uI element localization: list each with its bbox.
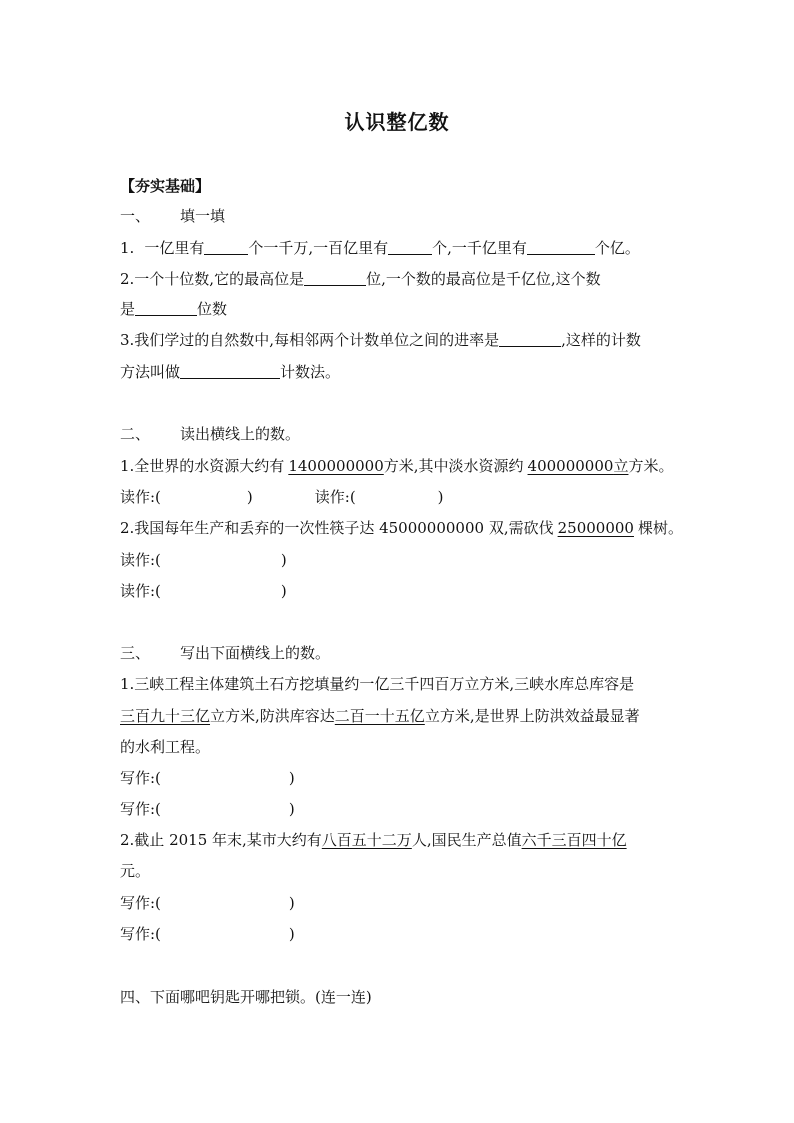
s3-question-1-end: 的水利工程。: [120, 738, 211, 756]
answer-blank[interactable]: [304, 271, 366, 286]
s3-answer-row-1: 写作:( ): [120, 769, 295, 787]
section-3-title: 写出下面横线上的数。: [180, 644, 331, 662]
answer-blank[interactable]: [180, 364, 280, 379]
s1-question-3-cont: 方法叫做 计数法。: [120, 363, 341, 381]
section-2-heading: [120, 424, 300, 444]
answer-blank[interactable]: [499, 332, 561, 347]
s3-question-2-end: 元。: [120, 862, 151, 880]
s2-answer-row-1: 读作:( ) 读作:( ): [120, 488, 444, 506]
s3-answer-row-4: 写作:( ): [120, 925, 295, 943]
answer-blank[interactable]: [135, 301, 197, 316]
s1-question-2-cont: 是 位数: [120, 300, 228, 318]
s3-question-1: 1.三峡工程主体建筑土石方挖填量约一亿三千四百万立方米,三峡水库总库容是: [120, 675, 635, 693]
s3-question-1-cont: 三百九十三亿立方米,防洪库容达二百一十五亿立方米,是世界上防洪效益最显著: [120, 707, 640, 725]
s3-question-2: 2.截止 2015 年末,某市大约有八百五十二万人,国民生产总值六千三百四十亿: [120, 831, 627, 849]
s1-question-2: 2.一个十位数,它的最高位是 位,一个数的最高位是千亿位,这个数: [120, 270, 601, 288]
s2-answer-row-3: 读作:( ): [120, 582, 287, 600]
underlined-number: 六千三百四十亿: [521, 831, 627, 849]
s2-answer-row-2: 读作:( ): [120, 551, 287, 569]
answer-blank[interactable]: [388, 240, 432, 255]
section-3-number: 三、: [120, 644, 151, 662]
underlined-number: 400000000: [527, 457, 614, 475]
section-label: 【夯实基础】: [120, 177, 211, 195]
page-title: 认识整亿数: [344, 110, 450, 134]
s1-question-3: 3.我们学过的自然数中,每相邻两个计数单位之间的进率是 ,这样的计数: [120, 331, 641, 349]
underlined-number: 25000000: [557, 519, 634, 537]
s2-question-2: 2.我国每年生产和丢弃的一次性筷子达 45000000000 双,需砍伐 25000000 棵树。: [120, 519, 683, 537]
answer-blank[interactable]: [527, 240, 595, 255]
section-3-heading: [120, 643, 330, 663]
answer-blank[interactable]: [204, 240, 248, 255]
section-2-title: 读出横线上的数。: [180, 425, 301, 443]
section-1-title: 填一填: [180, 207, 226, 225]
section-4-heading: 四、下面哪吧钥匙开哪把锁。(连一连): [120, 988, 372, 1006]
section-2-number: 二、: [120, 425, 151, 443]
s2-question-1: 1.全世界的水资源大约有 1400000000方米,其中淡水资源约 400000000立方米。: [120, 457, 674, 475]
underlined-number: 八百五十二万: [321, 831, 412, 849]
s3-answer-row-2: 写作:( ): [120, 800, 295, 818]
underlined-number: 二百一十五亿: [334, 707, 425, 725]
s3-answer-row-3: 写作:( ): [120, 894, 295, 912]
underlined-number: 三百九十三亿: [120, 707, 211, 725]
section-1-number: 一、: [120, 207, 151, 225]
section-1-heading: [120, 206, 225, 226]
underlined-number: 1400000000: [288, 457, 384, 475]
s1-question-1: 1. 一亿里有 个一千万,一百亿里有 个,一千亿里有 个亿。: [120, 239, 640, 257]
